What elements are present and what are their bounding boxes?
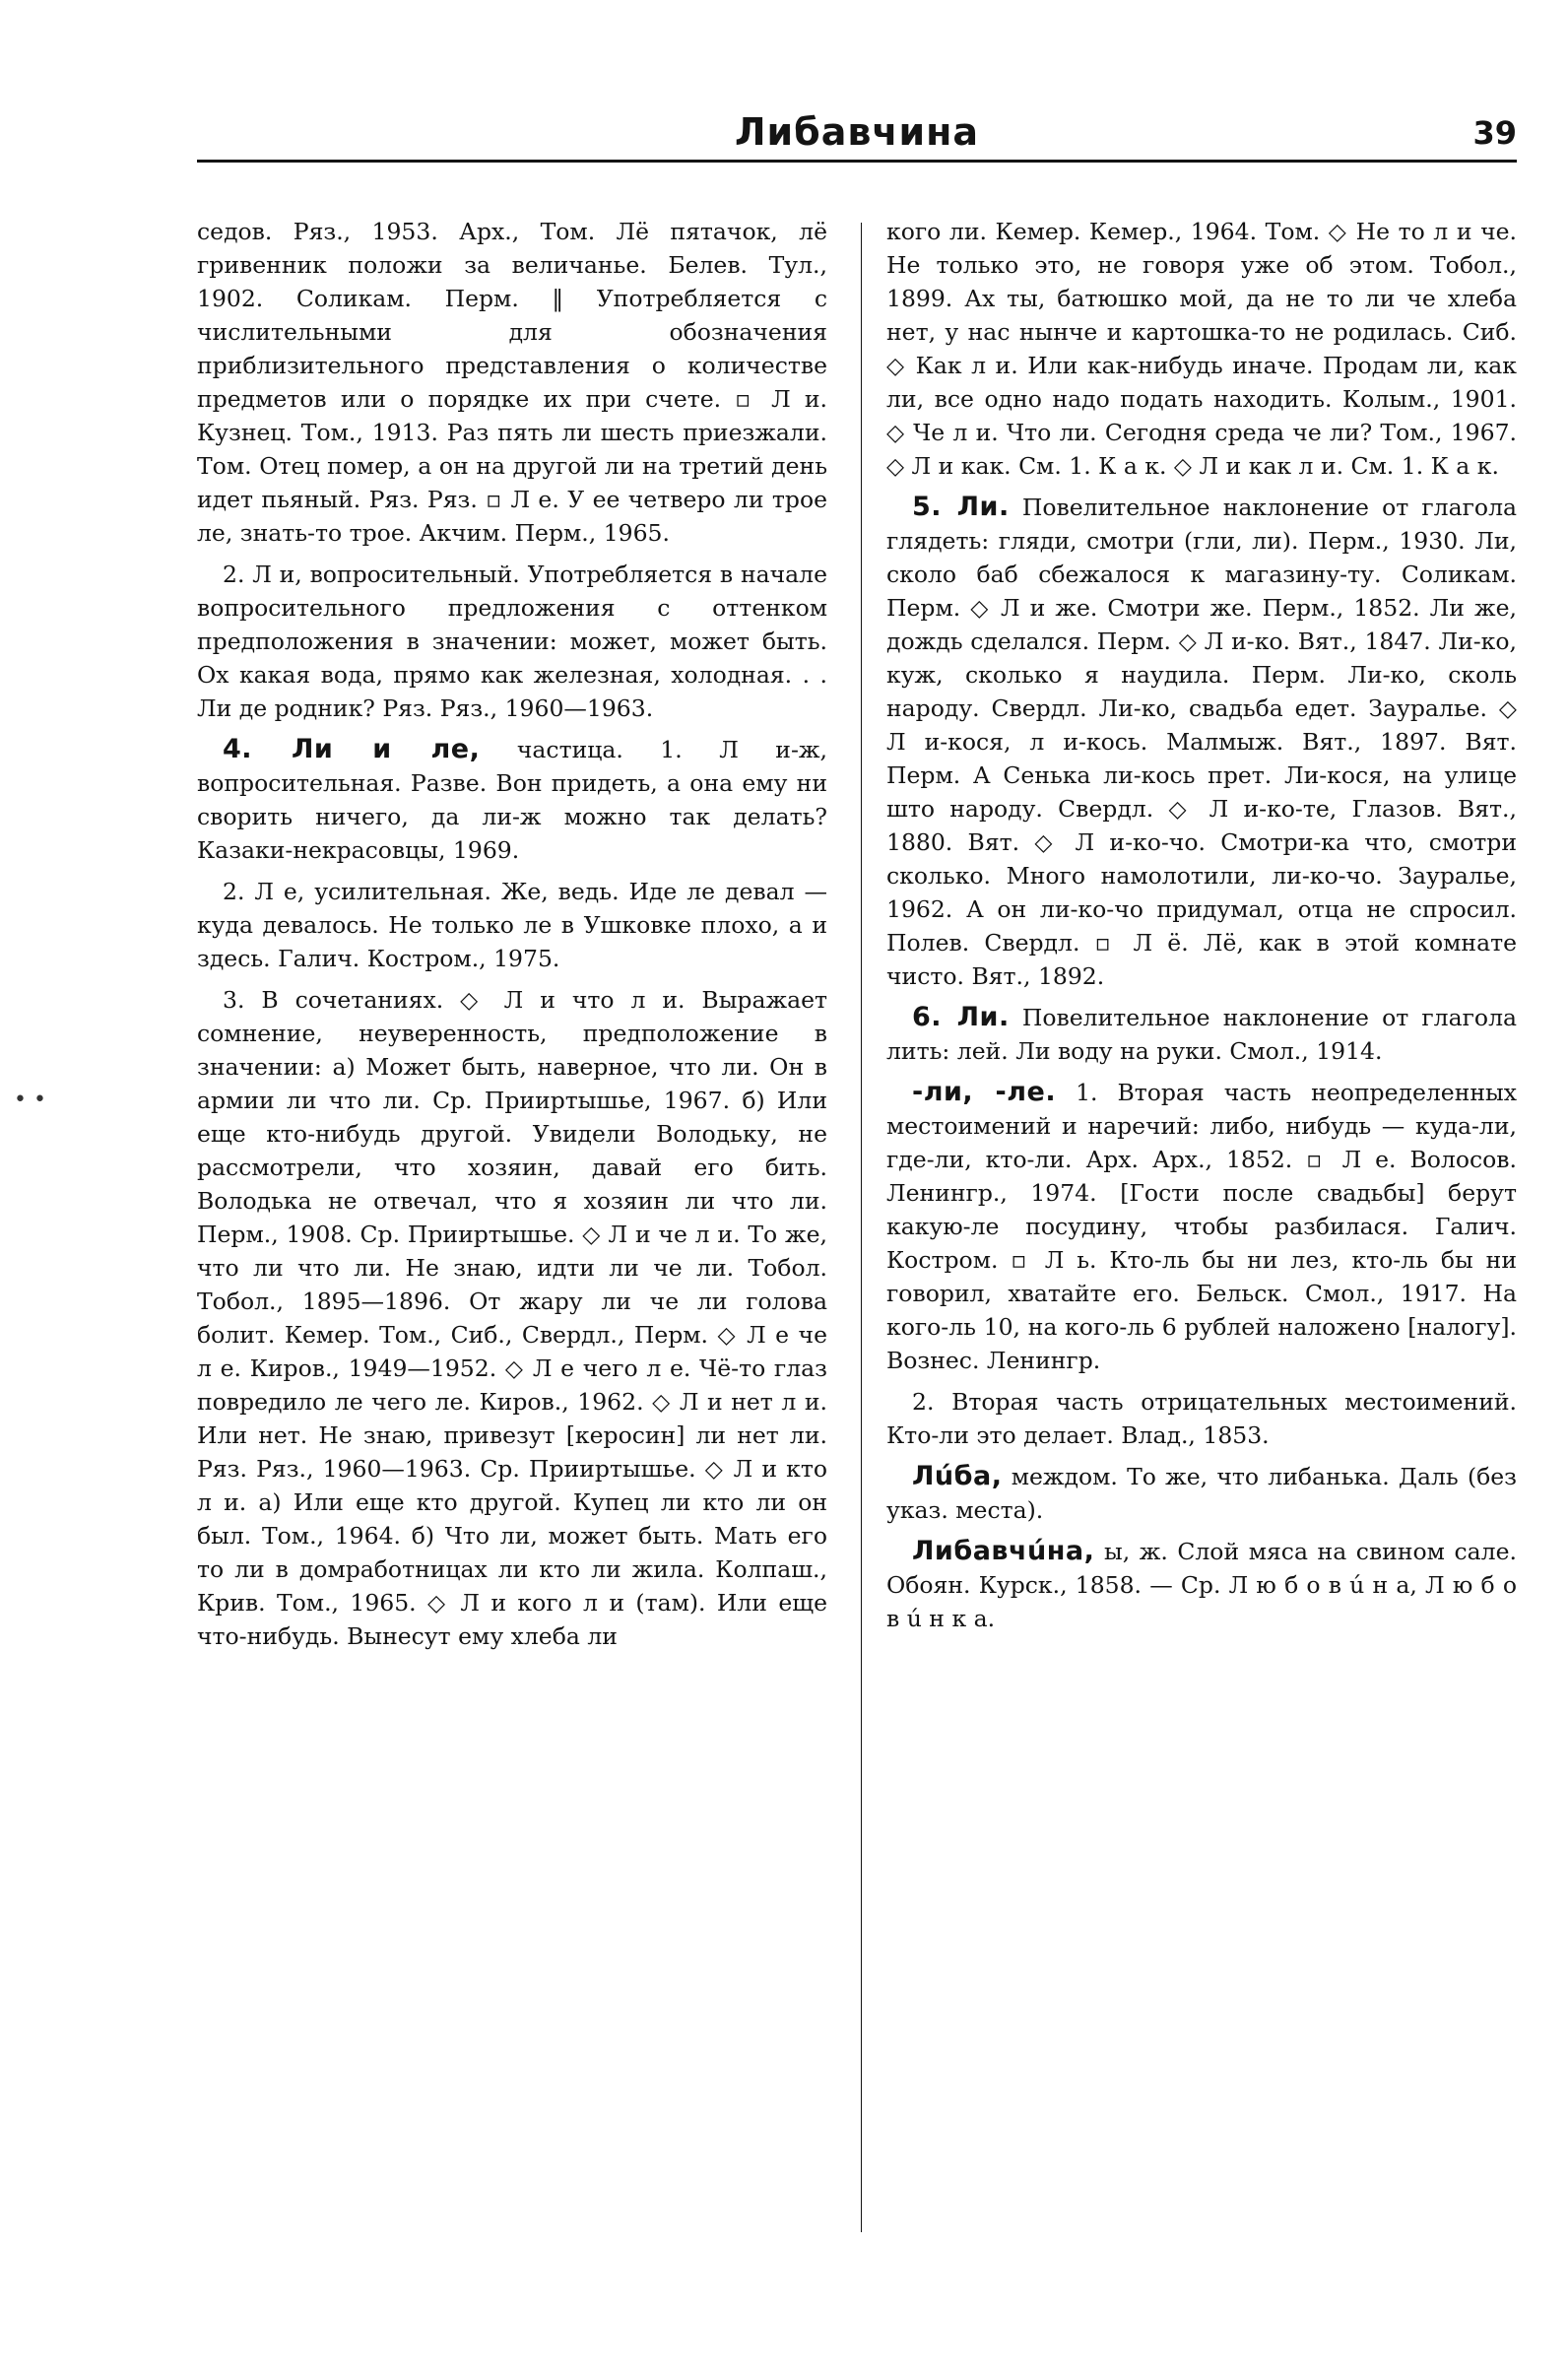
entry-text: Повелительное наклонение от глагола глядеть: гляди, смотри (гли, ли). Перм., 1930. Ли, сколо баб сбежалося к магазину-ту. Соликам. Перм. ◇ Л и же. Смотри же. Перм., 1852. Ли же, дождь сделался. Перм. ◇ Л и-ко. Вят., 1847. Ли-ко, куж, сколько я наудила. Перм. Ли-ко, сколь народу. Свердл. Ли-ко, свадьба едет. Зауралье. ◇ Л и-кося, л и-кось. Малмыж. Вят., 1897. Вят. Перм. А Сенька ли-кось прет. Ли-кося, на улице што народу. Свердл. ◇ Л и-ко-те, Глазов. Вят., 1880. Вят. ◇ Л и-ко-чо. Смотри-ка что, смотри сколько. Много намолотили, ли-ко-чо. Зауралье, 1962. А он ли-ко-чо придумал, отца не спросил. Полев. Свердл. ▫ Л ё. Лё, как в этой комнате чисто. Вят., 1892. <box>886 494 1517 990</box>
entry-li-le <box>197 733 827 867</box>
left-column <box>197 215 827 2244</box>
header-rule <box>197 160 1517 163</box>
entry-text: Повелительное наклонение от глагола лить: лей. Ли воду на руки. Смол., 1914. <box>886 1004 1517 1065</box>
headword: Либавчúна, <box>912 1536 1095 1566</box>
entry-continuation: седов. Ряз., 1953. Арх., Том. Лё пятачок, лё гривенник положи за величанье. Белев. Тул., 1902. Соликам. Перм. ‖ Употребляется с числительными для обозначения приблизительного представления о количестве предметов или о порядке их при счете. ▫ Л и. Кузнец. Том., 1913. Раз пять ли шесть приезжали. Том. Отец помер, а он на другой ли на третий день идет пьяный. Ряз. Ряз. ▫ Л е. У ее четверо ли трое ле, знать-то трое. Акчим. Перм., 1965. <box>197 218 827 547</box>
headword: Лúба, <box>912 1461 1003 1491</box>
entry-continuation: кого ли. Кемер. Кемер., 1964. Том. ◇ Не то л и че. Не только это, не говоря уже об этом. Тобол., 1899. Ах ты, батюшко мой, да не то ли че хлеба нет, у нас нынче и картошка-то не родилась. Сиб. ◇ Как л и. Или как-нибудь иначе. Продам ли, как ли, все одно надо подать находить. Колым., 1901. ◇ Че л и. Что ли. Сегодня среда че ли? Том., 1967. ◇ Л и как. См. 1. К а к. ◇ Л и как л и. См. 1. К а к. <box>886 218 1517 480</box>
entry-text: ы, ж. Слой мяса на свином сале. Обоян. Курск., 1858. — Ср. Л ю б о в ú н а, Л ю б о в ú н к а. <box>886 1538 1517 1632</box>
entry-sense-2: 2. Вторая часть отрицательных местоимений. Кто-ли это делает. Влад., 1853. <box>886 1388 1517 1449</box>
headword: 4. Ли и ле, <box>223 734 481 764</box>
running-head: Либавчина <box>734 110 980 154</box>
entry-sense-le: 2. Л е, усилительная. Же, ведь. Иде ле девал — куда девалось. Не только ле в Ушковке плохо, а и здесь. Галич. Костром., 1975. <box>197 878 827 972</box>
entry-libavchina <box>886 1535 1517 1635</box>
margin-mark: • • <box>14 1088 46 1112</box>
headword: 5. Ли. <box>912 492 1010 522</box>
entry-sense-2: 2. Л и, вопросительный. Употребляется в начале вопросительного предложения с оттенком предположения в значении: может, может быть. Ох какая вода, прямо как железная, холодная. . . Ли де родник? Ряз. Ряз., 1960—1963. <box>197 561 827 722</box>
entry-text: междом. То же, что либанька. Даль (без указ. места). <box>886 1463 1517 1524</box>
headword: -ли, -ле. <box>912 1077 1057 1107</box>
entry-sense-combinations: 3. В сочетаниях. ◇ Л и что л и. Выражает сомнение, неуверенность, предположение в значении: а) Может быть, наверное, что ли. Он в армии ли что ли. Ср. Прииртышье, 1967. б) Или еще кто-нибудь другой. Увидели Володьку, не рассмотрели, что хозяин, давай его бить. Володька не отвечал, что я хозяин ли что ли. Перм., 1908. Ср. Прииртышье. ◇ Л и че л и. То же, что ли что ли. Не знаю, идти ли че ли. Тобол. Тобол., 1895—1896. От жару ли че ли голова болит. Кемер. Том., Сиб., Свердл., Перм. ◇ Л е че л е. Киров., 1949—1952. ◇ Л е чего л е. Чё-то глаз повредило ле чего ле. Киров., 1962. ◇ Л и нет л и. Или нет. Не знаю, привезут [керосин] ли нет ли. Ряз. Ряз., 1960—1963. Ср. Прииртышье. ◇ Л и кто л и. а) Или еще кто другой. Купец ли кто ли он был. Том., 1964. б) Что ли, может быть. Мать его то ли в домработницах ли кто ли жила. Колпаш., Крив. Том., 1965. ◇ Л и кого л и (там). Или еще что-нибудь. Вынесут ему хлеба ли <box>197 986 827 1650</box>
entry-li-6 <box>886 1001 1517 1068</box>
page-number: 39 <box>1472 114 1517 152</box>
entry-suffix-li-le <box>886 1076 1517 1377</box>
headword: 6. Ли. <box>912 1002 1010 1032</box>
entry-text: частица. 1. Л и-ж, вопросительная. Разве. Вон придеть, а она ему ни сворить ничего, да ли-ж можно так делать? Казаки-некрасовцы, 1969. <box>197 736 827 864</box>
entry-li-5 <box>886 491 1517 993</box>
entry-text: 1. Вторая часть неопределенных местоимений и наречий: либо, нибудь — куда-ли, где-ли, кто-ли. Арх. Арх., 1852. ▫ Л е. Волосов. Ленингр., 1974. [Гости после свадьбы] берут какую-ле посудину, чтобы разбилася. Галич. Костром. ▫ Л ь. Кто-ль бы ни лез, кто-ль бы ни говорил, хватайте его. Бельск. Смол., 1917. На кого-ль 10, на кого-ль 6 рублей наложено [налогу]. Вознес. Ленингр. <box>886 1079 1517 1374</box>
entry-liba <box>886 1460 1517 1527</box>
column-divider <box>861 223 862 2232</box>
right-column <box>886 215 1517 2244</box>
